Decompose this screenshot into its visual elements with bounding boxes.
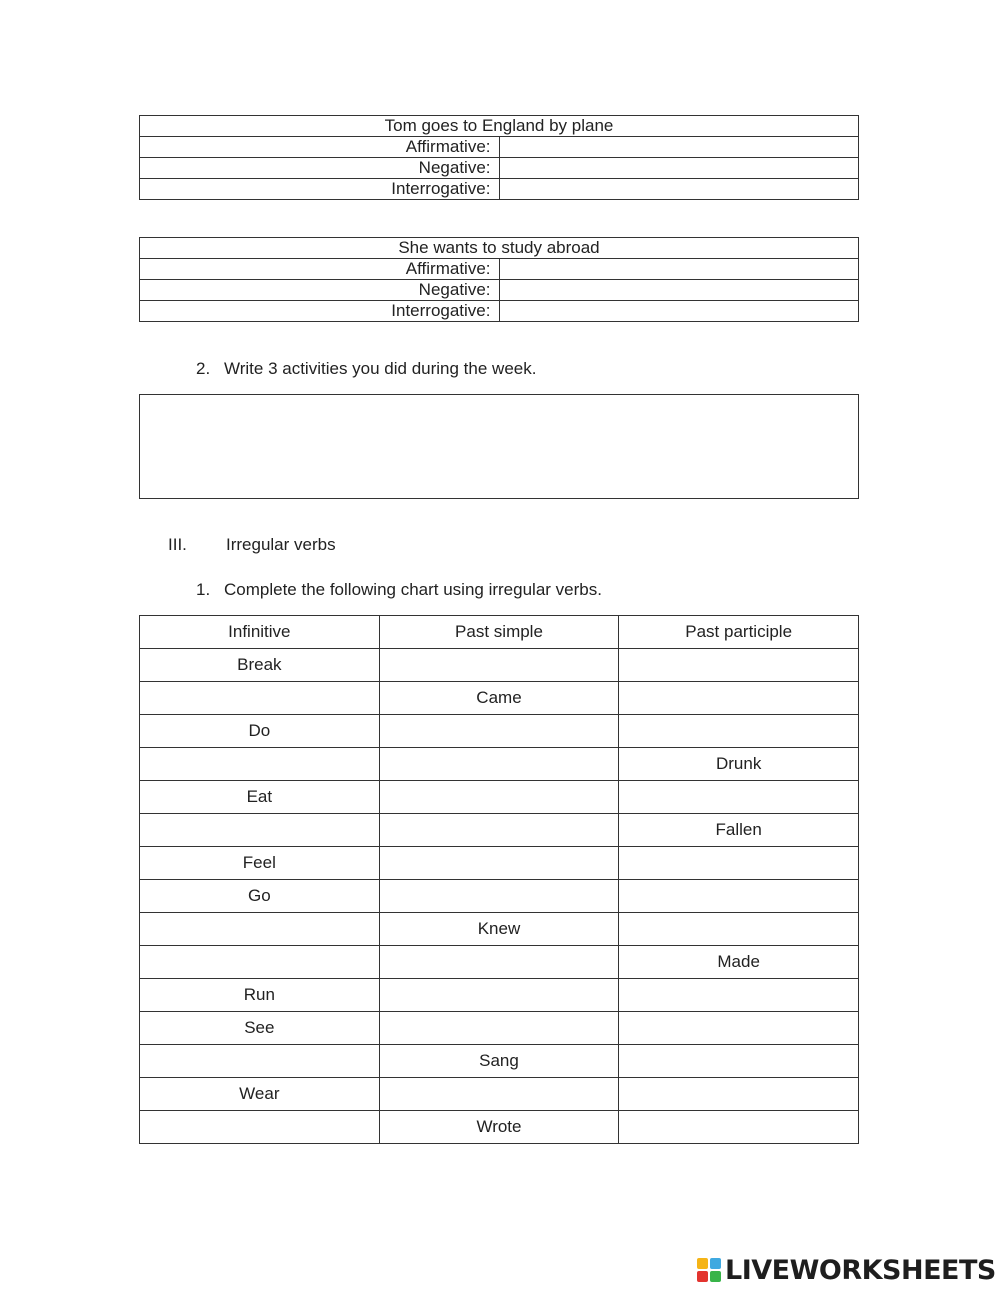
past-simple-cell [379, 979, 619, 1012]
infinitive-cell: Go [140, 880, 380, 913]
interrogative-label: Interrogative: [140, 179, 500, 200]
infinitive-cell [140, 1111, 380, 1144]
past-participle-input[interactable] [619, 1077, 862, 1111]
section-numeral: III. [168, 535, 187, 554]
infinitive-cell: Wear [140, 1078, 380, 1111]
past-simple-input[interactable] [380, 978, 623, 1012]
table-row [140, 781, 859, 814]
past-simple-input[interactable] [380, 714, 623, 748]
negative-input[interactable] [506, 280, 853, 300]
column-header-past-simple: Past simple [379, 616, 619, 649]
column-header-past-participle: Past participle [619, 616, 859, 649]
irregular-verbs-table [139, 615, 859, 1144]
infinitive-cell [140, 682, 380, 715]
logo-square [710, 1271, 721, 1282]
past-simple-cell [379, 1012, 619, 1045]
liveworksheets-logo [697, 1254, 996, 1286]
table-row [140, 946, 859, 979]
infinitive-cell [140, 814, 380, 847]
table-row [140, 979, 859, 1012]
past-simple-cell: Wrote [379, 1111, 619, 1144]
past-simple-cell [379, 814, 619, 847]
liveworksheets-logo-icon [697, 1258, 721, 1282]
section-heading [168, 535, 336, 555]
brand-name: LIVEWORKSHEETS [725, 1254, 996, 1286]
past-participle-cell [619, 649, 859, 682]
infinitive-cell [140, 1045, 380, 1078]
past-participle-input[interactable] [619, 648, 862, 682]
negative-label: Negative: [140, 158, 500, 179]
past-simple-cell [379, 781, 619, 814]
table-row [140, 880, 859, 913]
past-participle-input[interactable] [619, 978, 862, 1012]
past-participle-input[interactable] [619, 879, 862, 913]
past-simple-cell [379, 748, 619, 781]
interrogative-input[interactable] [506, 179, 853, 199]
past-participle-cell [619, 1111, 859, 1144]
past-simple-cell: Knew [379, 913, 619, 946]
past-participle-cell [619, 880, 859, 913]
past-simple-cell: Sang [379, 1045, 619, 1078]
past-participle-cell [619, 1045, 859, 1078]
question-1 [196, 580, 602, 600]
interrogative-label: Interrogative: [140, 301, 500, 322]
table-row [140, 649, 859, 682]
negative-input[interactable] [506, 158, 853, 178]
past-participle-input[interactable] [619, 1044, 862, 1078]
past-simple-input[interactable] [380, 648, 623, 682]
past-simple-cell [379, 847, 619, 880]
table-row [140, 1012, 859, 1045]
past-participle-cell [619, 979, 859, 1012]
infinitive-cell [140, 748, 380, 781]
affirmative-label: Affirmative: [140, 137, 500, 158]
past-participle-input[interactable] [619, 681, 862, 715]
activities-answer-box [139, 394, 859, 499]
question-number: 2. [196, 359, 211, 378]
sentence-table-title: She wants to study abroad [140, 238, 859, 259]
past-participle-cell: Fallen [619, 814, 859, 847]
past-participle-input[interactable] [619, 780, 862, 814]
table-row [140, 814, 859, 847]
infinitive-cell: Feel [140, 847, 380, 880]
past-participle-cell: Drunk [619, 748, 859, 781]
past-simple-cell [379, 946, 619, 979]
question-text: Write 3 activities you did during the week. [224, 359, 537, 378]
table-row [140, 1045, 859, 1078]
past-simple-cell [379, 1078, 619, 1111]
infinitive-cell: Run [140, 979, 380, 1012]
past-simple-input[interactable] [380, 813, 623, 847]
infinitive-input[interactable] [140, 813, 383, 847]
past-participle-cell [619, 682, 859, 715]
table-header-row [140, 616, 859, 649]
past-participle-cell [619, 781, 859, 814]
infinitive-input[interactable] [140, 747, 383, 781]
question-2 [196, 359, 536, 379]
affirmative-input[interactable] [506, 137, 853, 157]
past-simple-input[interactable] [380, 780, 623, 814]
past-participle-cell [619, 1012, 859, 1045]
past-participle-input[interactable] [619, 912, 862, 946]
table-row [140, 1111, 859, 1144]
affirmative-label: Affirmative: [140, 259, 500, 280]
past-simple-input[interactable] [380, 1077, 623, 1111]
past-participle-input[interactable] [619, 846, 862, 880]
infinitive-cell [140, 913, 380, 946]
table-row [140, 847, 859, 880]
past-simple-input[interactable] [380, 945, 623, 979]
past-participle-input[interactable] [619, 1110, 862, 1144]
infinitive-cell: Eat [140, 781, 380, 814]
table-row [140, 1078, 859, 1111]
logo-square [697, 1258, 708, 1269]
past-simple-input[interactable] [380, 846, 623, 880]
infinitive-input[interactable] [140, 1044, 383, 1078]
infinitive-cell: Break [140, 649, 380, 682]
logo-square [710, 1258, 721, 1269]
section-title: Irregular verbs [226, 535, 336, 554]
past-participle-cell [619, 847, 859, 880]
past-participle-cell: Made [619, 946, 859, 979]
activities-textarea[interactable] [140, 395, 858, 498]
past-simple-input[interactable] [380, 879, 623, 913]
table-row [140, 715, 859, 748]
logo-square [697, 1271, 708, 1282]
sentence-table-2 [139, 237, 859, 322]
infinitive-input[interactable] [140, 945, 383, 979]
infinitive-input[interactable] [140, 1110, 383, 1144]
past-simple-cell [379, 649, 619, 682]
infinitive-cell: Do [140, 715, 380, 748]
past-participle-input[interactable] [619, 714, 862, 748]
infinitive-input[interactable] [140, 912, 383, 946]
past-participle-input[interactable] [619, 1011, 862, 1045]
past-simple-input[interactable] [380, 747, 623, 781]
past-participle-cell [619, 913, 859, 946]
past-simple-cell [379, 715, 619, 748]
negative-label: Negative: [140, 280, 500, 301]
past-participle-cell [619, 1078, 859, 1111]
interrogative-input[interactable] [506, 301, 853, 321]
question-number: 1. [196, 580, 211, 599]
past-simple-input[interactable] [380, 1011, 623, 1045]
column-header-infinitive: Infinitive [140, 616, 380, 649]
infinitive-input[interactable] [140, 681, 383, 715]
past-simple-cell [379, 880, 619, 913]
affirmative-input[interactable] [506, 259, 853, 279]
table-row [140, 748, 859, 781]
infinitive-cell: See [140, 1012, 380, 1045]
sentence-table-title: Tom goes to England by plane [140, 116, 859, 137]
sentence-table-1 [139, 115, 859, 200]
table-row [140, 682, 859, 715]
table-row [140, 913, 859, 946]
infinitive-cell [140, 946, 380, 979]
past-simple-cell: Came [379, 682, 619, 715]
past-participle-cell [619, 715, 859, 748]
question-text: Complete the following chart using irregular verbs. [224, 580, 602, 599]
